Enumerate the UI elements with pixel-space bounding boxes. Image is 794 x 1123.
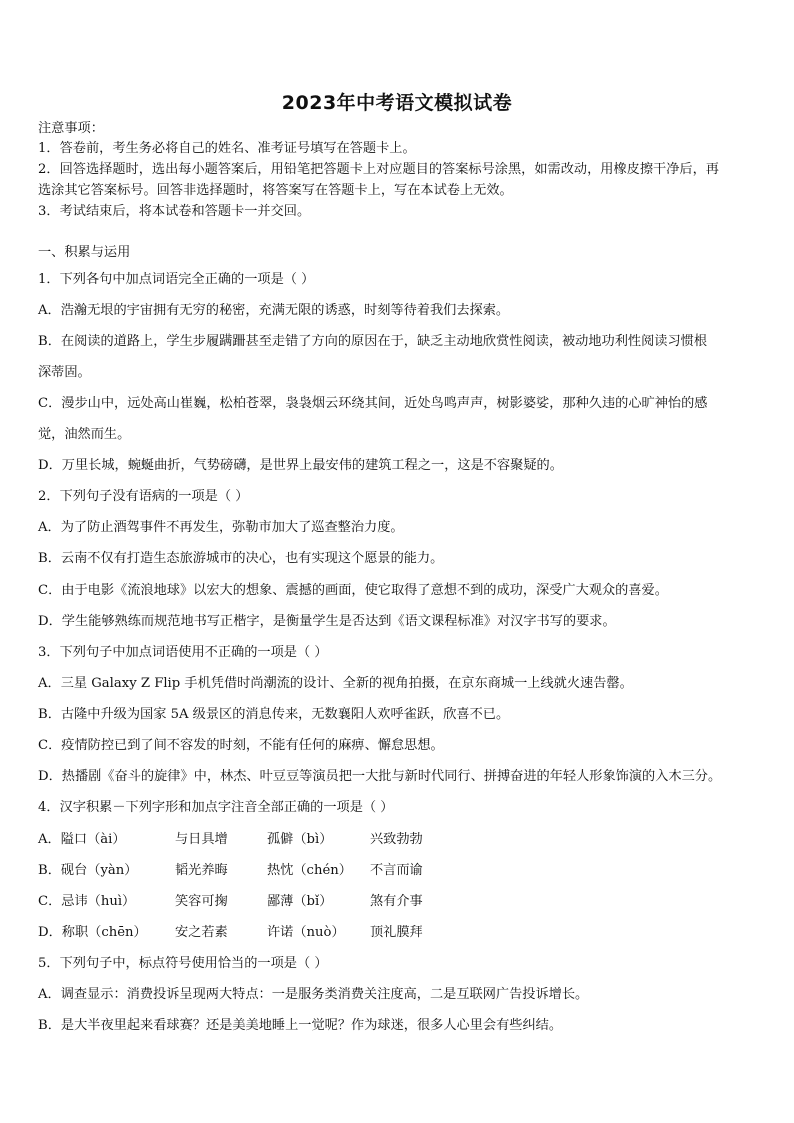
option-word: 兴致勃勃 bbox=[370, 832, 423, 847]
option-word: 煞有介事 bbox=[370, 894, 423, 909]
page-title: 2023年中考语文模拟试卷 bbox=[281, 92, 513, 114]
question-stem: 2．下列句子没有语病的一项是（ ） bbox=[38, 489, 249, 504]
option-d: D．万里长城，蜿蜒曲折，气势磅礴，是世界上最安伟的建筑工程之一，这是不容聚疑的。 bbox=[38, 458, 563, 473]
option-c: C．漫步山中，远处高山崔巍，松柏苍翠，袅袅烟云环绕其间，近处鸟鸣声声，树影婆娑，那种久违的心旷神怡的感 bbox=[38, 396, 708, 411]
notice-heading: 注意事项： bbox=[38, 121, 104, 136]
option-c: C．由于电影《流浪地球》以宏大的想象、震撼的画面，使它取得了意想不到的成功，深受广大观众的喜爱。 bbox=[38, 583, 668, 598]
option-word: D．称职（chēn） bbox=[38, 925, 147, 940]
option-a: A．为了防止酒驾事件不再发生，弥勒市加大了巡查整治力度。 bbox=[38, 520, 404, 535]
option-word: 与日具增 bbox=[175, 832, 228, 847]
option-a: A．浩瀚无垠的宇宙拥有无穷的秘密，充满无限的诱惑，时刻等待着我们去探索。 bbox=[38, 303, 510, 318]
option-b: B．古隆中升级为国家 5A 级景区的消息传来，无数襄阳人欢呼雀跃，欣喜不已。 bbox=[38, 707, 510, 722]
notice-item: 3．考试结束后，将本试卷和答题卡一并交回。 bbox=[38, 204, 311, 219]
question-stem: 3．下列句子中加点词语使用不正确的一项是（ ） bbox=[38, 645, 328, 660]
option-word: B．砚台（yàn） bbox=[38, 863, 138, 878]
question-stem: 5．下列句子中，标点符号使用恰当的一项是（ ） bbox=[38, 956, 328, 971]
section-heading: 一、积累与运用 bbox=[38, 245, 131, 260]
option-word: 孤僻（bì） bbox=[267, 832, 333, 847]
option-word: 鄙薄（bǐ） bbox=[267, 894, 333, 909]
question-stem: 4．汉字积累－下列字形和加点字注音全部正确的一项是（ ） bbox=[38, 800, 394, 815]
option-word: 不言而谕 bbox=[370, 863, 423, 878]
option-word: 安之若素 bbox=[175, 925, 228, 940]
option-word: 笑容可掬 bbox=[175, 894, 228, 909]
option-b: B．云南不仅有打造生态旅游城市的决心，也有实现这个愿景的能力。 bbox=[38, 551, 444, 566]
question-stem: 1．下列各句中加点词语完全正确的一项是（ ） bbox=[38, 272, 315, 287]
option-word: A．隘口（ài） bbox=[38, 832, 126, 847]
option-word: 韬光养晦 bbox=[175, 863, 228, 878]
option-b: B．是大半夜里起来看球赛？还是美美地睡上一觉呢？作为球迷，很多人心里会有些纠结。 bbox=[38, 1018, 562, 1033]
option-word: 许诺（nuò） bbox=[267, 925, 345, 940]
notice-item: 2．回答选择题时，选出每小题答案后，用铅笔把答题卡上对应题目的答案标号涂黑，如需改动，用橡皮擦干净后，再 bbox=[38, 162, 719, 177]
option-b-continued: 深蒂固。 bbox=[38, 365, 91, 380]
option-d: D．热播剧《奋斗的旋律》中，林杰、叶豆豆等演员把一大批与新时代同行、拼搏奋进的年轻人形象饰演的入木三分。 bbox=[38, 769, 722, 784]
option-word: C．忌讳（huì） bbox=[38, 894, 136, 909]
notice-item: 选涂其它答案标号。回答非选择题时，将答案写在答题卡上，写在本试卷上无效。 bbox=[38, 183, 513, 198]
option-d: D．学生能够熟练而规范地书写正楷字，是衡量学生是否达到《语文课程标准》对汉字书写的要求。 bbox=[38, 614, 616, 629]
notice-item: 1．答卷前，考生务必将自己的姓名、准考证号填写在答题卡上。 bbox=[38, 141, 416, 156]
option-a: A．调查显示：消费投诉呈现两大特点：一是服务类消费关注度高，二是互联网广告投诉增长。 bbox=[38, 987, 589, 1002]
option-b: B．在阅读的道路上，学生步履蹒跚甚至走错了方向的原因在于，缺乏主动地欣赏性阅读，被动地功利性阅读习惯根 bbox=[38, 334, 708, 349]
option-a: A．三星 Galaxy Z Flip 手机凭借时尚潮流的设计、全新的视角拍摄，在京东商城一上线就火速告罄。 bbox=[38, 676, 633, 691]
option-c-continued: 觉，油然而生。 bbox=[38, 427, 131, 442]
option-word: 顶礼膜拜 bbox=[370, 925, 423, 940]
option-c: C．疫情防控已到了间不容发的时刻，不能有任何的麻痹、懈怠思想。 bbox=[38, 738, 444, 753]
option-word: 热忱（chén） bbox=[267, 863, 352, 878]
